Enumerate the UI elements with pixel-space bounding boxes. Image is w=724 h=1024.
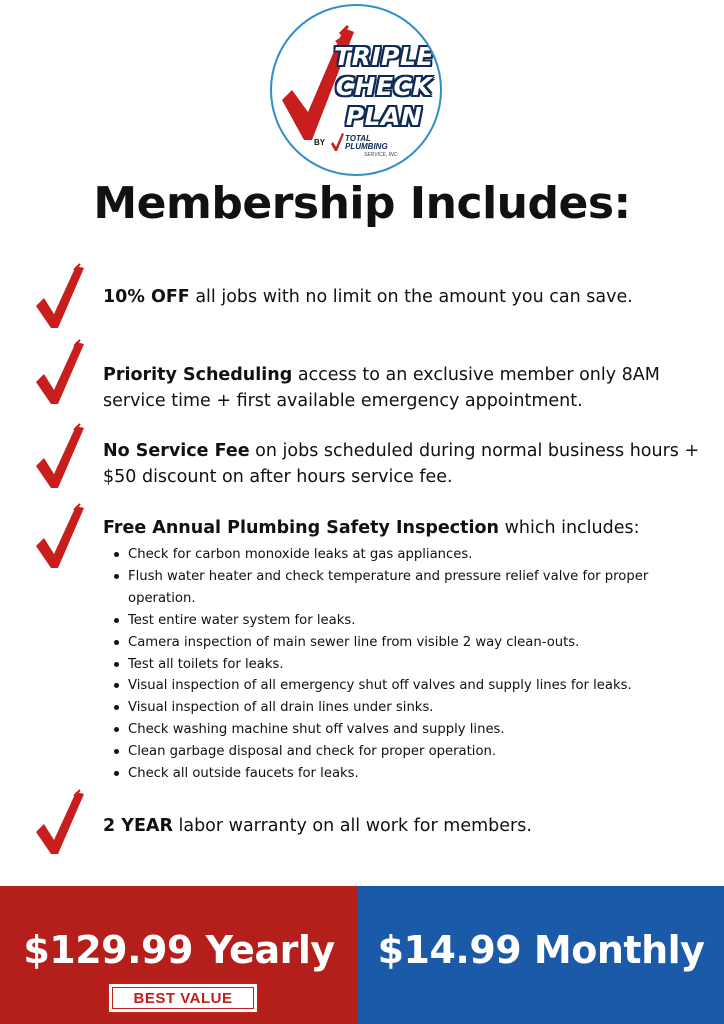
list-item: Test all toilets for leaks. <box>128 654 718 676</box>
list-item: Camera inspection of main sewer line from visible 2 way clean-outs. <box>128 632 718 654</box>
benefit-description: access to an exclusive member only 8AM service time + first available emergency appointment. <box>103 365 660 411</box>
benefit-safety-inspection <box>103 515 713 541</box>
list-item: Test entire water system for leaks. <box>128 610 718 632</box>
benefit-description: which includes: <box>499 518 640 538</box>
yearly-price-panel <box>0 886 358 1024</box>
logo-line-3: PLAN <box>345 102 423 131</box>
list-item: Check for carbon monoxide leaks at gas appliances. <box>128 544 718 566</box>
benefit-title: 10% OFF <box>103 287 190 307</box>
red-check-icon <box>34 262 86 332</box>
red-check-icon <box>34 422 86 492</box>
list-item: Flush water heater and check temperature and pressure relief valve for proper operation. <box>128 566 718 610</box>
red-check-icon <box>34 788 86 858</box>
list-item: Visual inspection of all emergency shut off valves and supply lines for leaks. <box>128 675 718 697</box>
benefit-title: Priority Scheduling <box>103 365 293 385</box>
page-title: Membership Includes: <box>93 178 631 229</box>
benefit-description: all jobs with no limit on the amount you can save. <box>189 287 633 307</box>
logo-company-name: TOTAL PLUMBING <box>345 134 388 151</box>
inspection-checklist <box>128 544 718 785</box>
monthly-price: $14.99 Monthly <box>377 928 705 972</box>
logo-line-2: CHECK <box>335 72 433 101</box>
benefit-title: No Service Fee <box>103 441 250 461</box>
benefit-description: on jobs scheduled during normal business hours + $50 discount on after hours service fee. <box>103 441 700 487</box>
best-value-badge <box>107 982 259 1014</box>
red-check-icon <box>34 502 86 572</box>
benefit-no-service-fee <box>103 438 713 490</box>
benefit-discount <box>103 284 713 310</box>
logo-small-check-icon <box>330 132 344 152</box>
list-item: Check washing machine shut off valves and supply lines. <box>128 719 718 741</box>
list-item: Clean garbage disposal and check for proper operation. <box>128 741 718 763</box>
triple-check-plan-logo <box>270 4 442 176</box>
yearly-price: $129.99 Yearly <box>23 928 335 972</box>
logo-company-suffix: SERVICE, INC. <box>364 152 399 158</box>
benefit-title: 2 YEAR <box>103 816 173 836</box>
monthly-price-panel <box>358 886 724 1024</box>
list-item: Check all outside faucets for leaks. <box>128 763 718 785</box>
best-value-label: BEST VALUE <box>112 987 254 1009</box>
benefit-priority-scheduling <box>103 362 713 414</box>
list-item: Visual inspection of all drain lines under sinks. <box>128 697 718 719</box>
benefit-title: Free Annual Plumbing Safety Inspection <box>103 518 499 538</box>
logo-by-text: BY <box>314 138 326 147</box>
benefit-description: labor warranty on all work for members. <box>172 816 532 836</box>
red-check-icon <box>34 338 86 408</box>
benefit-labor-warranty <box>103 813 713 839</box>
logo-line-1: TRIPLE <box>334 42 434 71</box>
